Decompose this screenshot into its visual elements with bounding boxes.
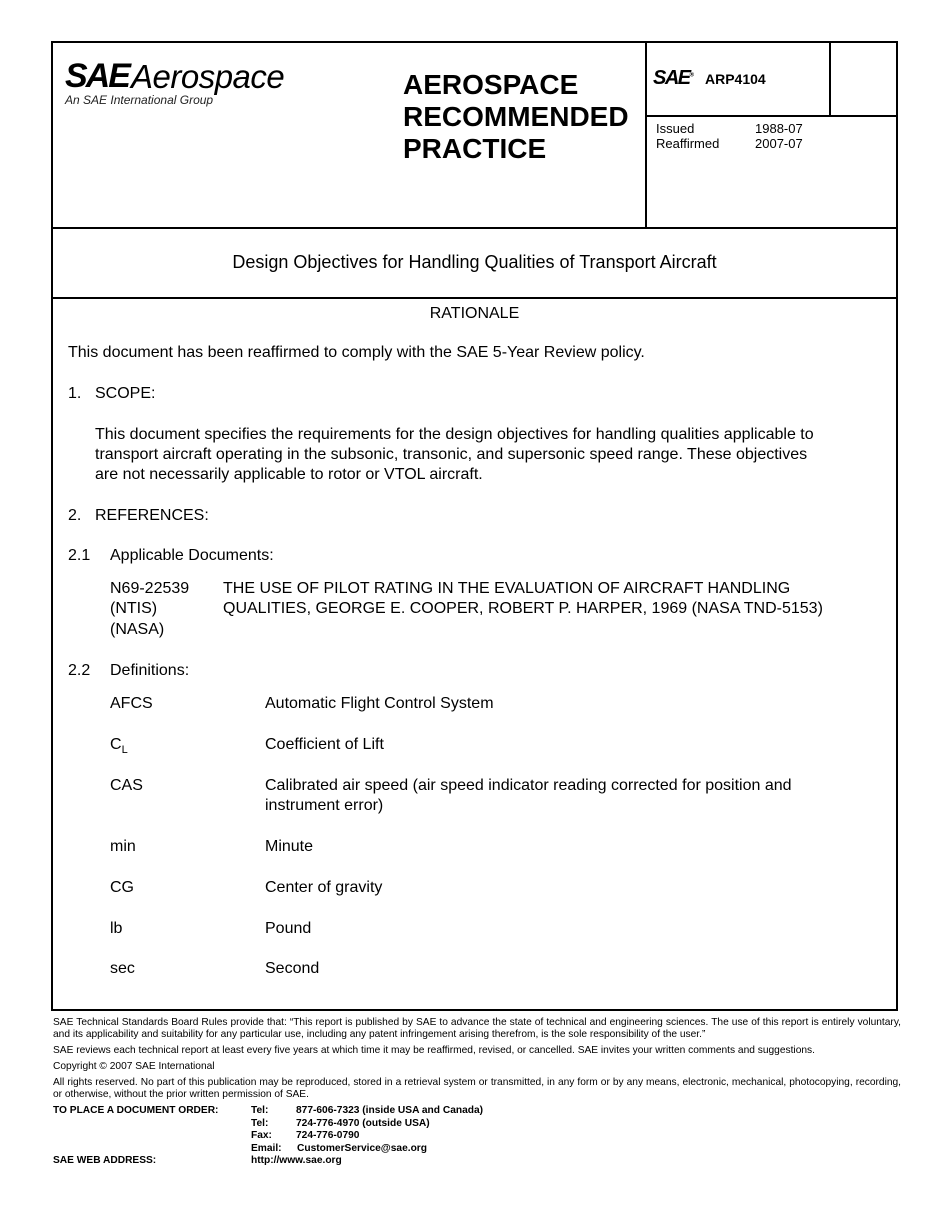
scope-line: transport aircraft operating in the subsonic, transonic, and supersonic speed range. These objectives bbox=[95, 446, 808, 463]
definition-term: AFCS bbox=[110, 695, 153, 712]
document-info-box bbox=[645, 43, 898, 227]
definition-term: CG bbox=[110, 879, 134, 896]
tel-value[interactable]: 724-776-4970 (outside USA) bbox=[296, 1118, 430, 1129]
document-number: ARP4104 bbox=[705, 71, 766, 87]
rationale-text: This document has been reaffirmed to comply with the SAE 5-Year Review policy. bbox=[68, 344, 645, 361]
scope-heading: SCOPE: bbox=[95, 385, 156, 402]
blank-cell bbox=[829, 43, 900, 115]
reference-description: QUALITIES, GEORGE E. COOPER, ROBERT P. HARPER, 1969 (NASA TND-5153) bbox=[223, 600, 823, 617]
footer-review: SAE reviews each technical report at least every five years at which time it may be reaffirmed, revised, or cancelled. SAE invites your written comments and suggestions. bbox=[53, 1045, 815, 1056]
email-link[interactable]: CustomerService@sae.org bbox=[297, 1143, 427, 1154]
reaffirmed-value: 2007-07 bbox=[755, 136, 803, 151]
reference-id: (NASA) bbox=[110, 621, 165, 638]
definition-text: Coefficient of Lift bbox=[265, 736, 384, 753]
definition-text: Calibrated air speed (air speed indicator reading corrected for position and bbox=[265, 777, 792, 794]
definitions-heading: Definitions: bbox=[110, 662, 190, 679]
doc-number-cell bbox=[647, 43, 898, 117]
document-title: Design Objectives for Handling Qualities of Transport Aircraft bbox=[232, 252, 717, 272]
definition-term: sec bbox=[110, 960, 135, 977]
order-label: TO PLACE A DOCUMENT ORDER: bbox=[53, 1105, 219, 1116]
footer-rules: SAE Technical Standards Board Rules provide that: “This report is published by SAE to advance the state of technical and engineering sciences. The use of this report is entirely voluntary, and its applicability and suitability for any particular use, including any patent infringement arising therefrom, is the sole responsibility of the user.” bbox=[53, 1017, 901, 1040]
definition-term: lb bbox=[110, 920, 123, 937]
reference-id: (NTIS) bbox=[110, 600, 158, 617]
rationale-heading: RATIONALE bbox=[429, 305, 520, 322]
definition-text: Pound bbox=[265, 920, 312, 937]
aerospace-logo-word: Aerospace bbox=[131, 58, 285, 95]
order-info bbox=[53, 1105, 901, 1167]
scope-line: This document specifies the requirements for the design objectives for handling qualities applicable to bbox=[95, 426, 814, 443]
tel-label: Tel: bbox=[251, 1118, 269, 1129]
subsection-number: 2.1 bbox=[68, 547, 91, 564]
footer-rights: All rights reserved. No part of this publication may be reproduced, stored in a retrieval system or transmitted, in any form or by any means, electronic, mechanical, photocopying, recording, or otherwise, without the prior written permission of SAE. bbox=[53, 1077, 901, 1100]
logo-subtitle: An SAE International Group bbox=[65, 93, 214, 107]
definition-text: Minute bbox=[265, 838, 314, 855]
doc-type-line: RECOMMENDED bbox=[403, 101, 629, 132]
sae-aerospace-logo bbox=[65, 57, 315, 117]
doc-type-line: PRACTICE bbox=[403, 133, 547, 164]
subsection-number: 2.2 bbox=[68, 662, 91, 679]
web-label: SAE WEB ADDRESS: bbox=[53, 1155, 157, 1166]
definition-text: instrument error) bbox=[265, 797, 384, 814]
applicable-documents-heading: Applicable Documents: bbox=[110, 547, 274, 564]
fax-value: 724-776-0790 bbox=[296, 1130, 360, 1141]
web-link[interactable]: http://www.sae.org bbox=[251, 1155, 342, 1166]
footer-copyright: Copyright © 2007 SAE International bbox=[53, 1061, 215, 1072]
definition-text: Center of gravity bbox=[265, 879, 383, 896]
definition-term: CAS bbox=[110, 777, 143, 794]
document-dates bbox=[656, 121, 803, 151]
sae-small-logo: SAE® bbox=[653, 67, 695, 89]
section-number: 1. bbox=[68, 385, 82, 402]
reference-description: THE USE OF PILOT RATING IN THE EVALUATION OF AIRCRAFT HANDLING bbox=[223, 580, 791, 597]
references-heading: REFERENCES: bbox=[95, 507, 209, 524]
document-type bbox=[403, 69, 629, 165]
fax-label: Fax: bbox=[251, 1130, 272, 1141]
email-label: Email: bbox=[251, 1143, 282, 1154]
doc-type-line: AEROSPACE bbox=[403, 69, 579, 100]
tel-value[interactable]: 877-606-7323 (inside USA and Canada) bbox=[296, 1105, 484, 1116]
document-header bbox=[53, 43, 896, 229]
definition-text: Automatic Flight Control System bbox=[265, 695, 494, 712]
reaffirmed-label: Reaffirmed bbox=[656, 136, 720, 151]
issued-label: Issued bbox=[656, 121, 695, 136]
document-frame bbox=[51, 41, 898, 1011]
definition-text: Second bbox=[265, 960, 320, 977]
scope-line: are not necessarily applicable to rotor or VTOL aircraft. bbox=[95, 466, 483, 483]
definition-term: $C_L$ bbox=[110, 736, 128, 757]
sae-logo-mark: SAE bbox=[65, 57, 129, 95]
tel-label: Tel: bbox=[251, 1105, 269, 1116]
document-footer bbox=[53, 1017, 901, 1167]
definition-term: min bbox=[110, 838, 136, 855]
title-band bbox=[53, 227, 896, 299]
section-number: 2. bbox=[68, 507, 82, 524]
reference-id: N69-22539 bbox=[110, 580, 190, 597]
issued-value: 1988-07 bbox=[755, 121, 803, 136]
